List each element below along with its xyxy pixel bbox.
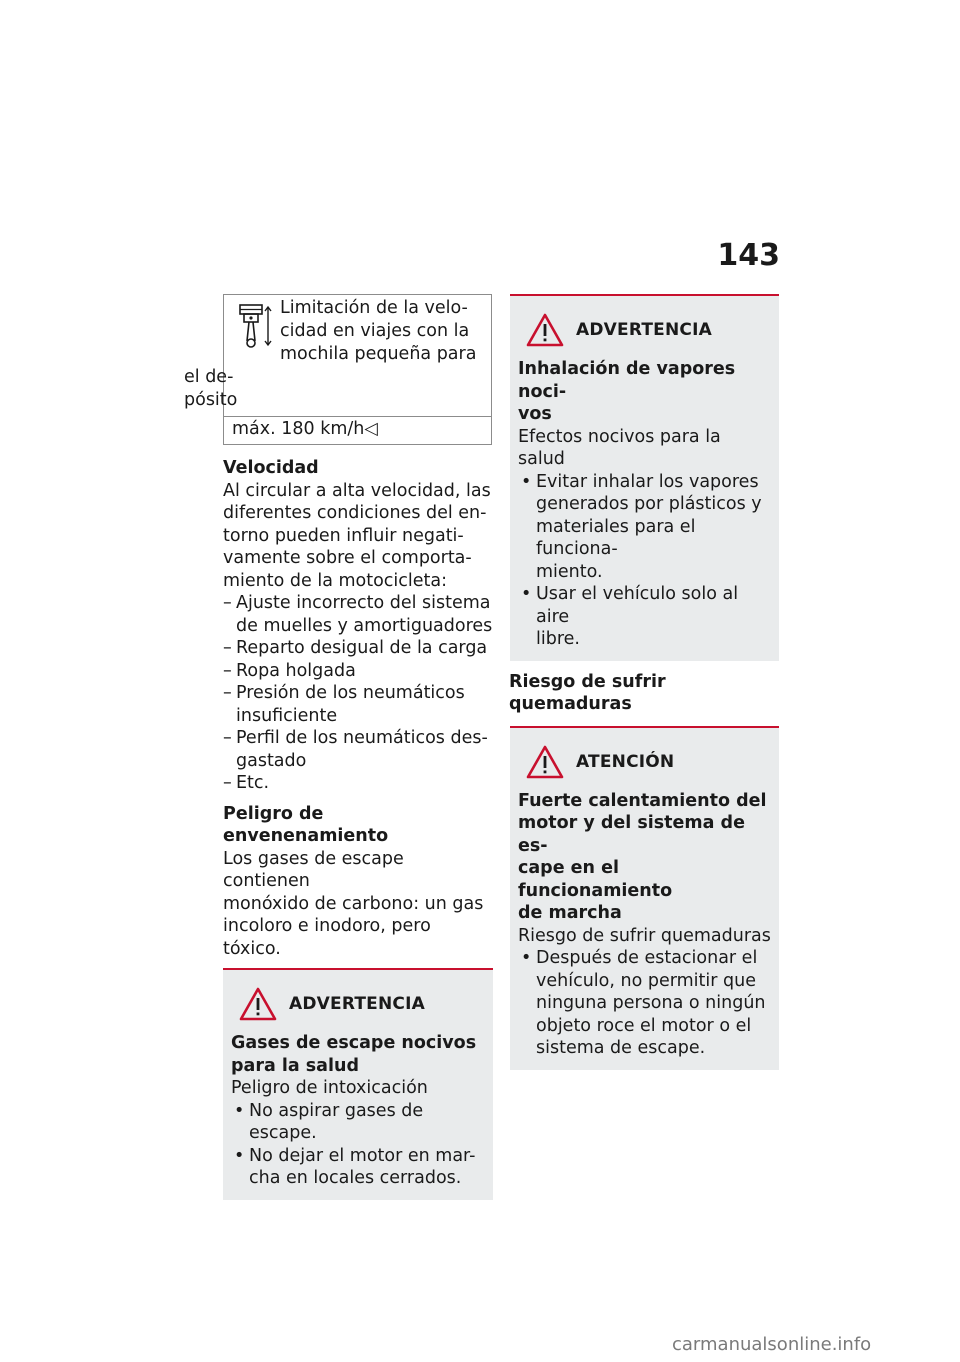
- text-line: gastado: [236, 750, 307, 771]
- dash-mark: –: [223, 638, 232, 658]
- text-line: incoloro e inodoro, pero tóxico.: [223, 916, 431, 959]
- text-line: Gases de escape nocivos: [231, 1033, 477, 1053]
- text-line: Perfil de los neumáticos des-: [236, 728, 488, 748]
- right-column: [510, 294, 779, 1070]
- caution-risk: Riesgo de sufrir quemaduras: [518, 925, 771, 946]
- warning-measures: [231, 1100, 485, 1190]
- warning-box-exhaust: [223, 968, 493, 1200]
- list-item: [518, 471, 771, 584]
- bullet-mark: •: [234, 1145, 245, 1166]
- spec-table: [184, 294, 492, 445]
- speed-heading: Velocidad: [223, 458, 319, 478]
- text-line: cape en el funcionamiento: [518, 858, 673, 901]
- caution-box-burns: [510, 726, 779, 1070]
- text-line: miento de la motocicleta:: [223, 570, 448, 591]
- caution-title-row: [518, 738, 771, 786]
- spec-label-line: Limitación de la velo-: [280, 298, 468, 318]
- warning-triangle-icon: [526, 745, 564, 779]
- text-line: cha en locales cerrados.: [249, 1168, 462, 1188]
- warning-measures: [518, 471, 771, 651]
- dash-mark: –: [223, 773, 232, 793]
- text-line: generados por plásticos y: [536, 494, 762, 514]
- text-line: Inhalación de vapores noci-: [518, 359, 736, 402]
- list-item: [223, 592, 493, 637]
- bullet-mark: •: [234, 1100, 245, 1121]
- caution-measures: [518, 947, 771, 1060]
- text-line: Después de estacionar el: [536, 948, 758, 968]
- text-line: Evitar inhalar los vapores: [536, 471, 759, 492]
- text-line: Fuerte calentamiento del: [518, 790, 767, 811]
- dash-mark: –: [223, 660, 232, 681]
- list-item: [518, 583, 771, 651]
- list-item: [518, 947, 771, 1060]
- warning-title: ADVERTENCIA: [289, 994, 425, 1014]
- spec-label-line: mochila pequeña para el de-: [184, 344, 477, 387]
- poison-text: [223, 848, 493, 961]
- list-item: [223, 637, 493, 660]
- warning-title-row: [231, 980, 485, 1028]
- text-line: Presión de los neumáticos: [236, 683, 465, 703]
- spec-value: máx. 180 km/h◁: [224, 416, 491, 444]
- text-line: vos: [518, 404, 552, 424]
- list-item: [223, 727, 493, 772]
- dash-mark: –: [223, 728, 232, 748]
- spec-label-line: cidad en viajes con la: [280, 321, 470, 341]
- warning-subject: [231, 1032, 485, 1077]
- bullet-mark: •: [521, 948, 532, 968]
- list-item: [223, 660, 493, 683]
- text-line: motor y del sistema de es-: [518, 813, 745, 856]
- bullet-mark: •: [521, 584, 532, 604]
- text-line: ninguna persona o ningún: [536, 993, 766, 1013]
- text-line: Etc.: [236, 773, 270, 793]
- text-line: Ajuste incorrecto del sistema: [236, 593, 491, 613]
- page-number: 143: [717, 238, 780, 273]
- text-line: vehículo, no permitir que: [536, 970, 756, 991]
- caution-title: ATENCIÓN: [576, 751, 675, 772]
- dash-mark: –: [223, 683, 232, 703]
- watermark: carmanualsonline.info: [672, 1334, 872, 1355]
- warning-risk: Efectos nocivos para la salud: [518, 426, 721, 469]
- warning-box-vapors: [510, 294, 779, 661]
- left-column: [184, 294, 493, 1200]
- text-line: Reparto desigual de la carga: [236, 638, 488, 658]
- text-line: materiales para el funciona-: [536, 516, 696, 559]
- text-line: Ropa holgada: [236, 660, 356, 681]
- text-line: monóxido de carbono: un gas: [223, 893, 484, 914]
- list-item: [231, 1145, 485, 1190]
- poison-heading: Peligro de envenenamiento: [223, 803, 389, 846]
- text-line: Usar el vehículo solo al aire: [536, 584, 739, 627]
- text-line: sistema de escape.: [536, 1038, 706, 1058]
- text-line: insuficiente: [236, 705, 338, 726]
- bullet-mark: •: [521, 471, 532, 492]
- list-item: [223, 772, 493, 795]
- text-line: Los gases de escape contienen: [223, 848, 404, 891]
- spec-label-line: pósito: [184, 390, 238, 410]
- text-line: objeto roce el motor o el: [536, 1015, 752, 1036]
- list-item: [223, 682, 493, 727]
- warning-title-row: [518, 306, 771, 354]
- warning-risk: Peligro de intoxicación: [231, 1078, 428, 1098]
- text-line: Al circular a alta velocidad, las: [223, 480, 491, 501]
- speed-intro: [223, 480, 493, 593]
- text-line: para la salud: [231, 1055, 359, 1076]
- text-line: torno pueden influir negati-: [223, 525, 464, 546]
- text-line: de muelles y amortiguadores: [236, 615, 493, 636]
- piston-gauge-icon: [238, 303, 272, 349]
- warning-title: ADVERTENCIA: [576, 320, 712, 340]
- text-line: vamente sobre el comporta-: [223, 548, 472, 568]
- warning-subject: [518, 358, 771, 426]
- dash-mark: –: [223, 593, 232, 613]
- text-line: diferentes condiciones del en-: [223, 503, 487, 523]
- text-line: libre.: [536, 629, 580, 649]
- caution-subject: [518, 790, 771, 925]
- burn-heading: Riesgo de sufrir quemaduras: [509, 671, 666, 714]
- text-line: No aspirar gases de escape.: [249, 1100, 424, 1143]
- text-line: miento.: [536, 561, 603, 582]
- warning-triangle-icon: [239, 987, 277, 1021]
- spec-label-cell: [184, 295, 491, 416]
- text-line: No dejar el motor en mar-: [249, 1145, 476, 1166]
- warning-triangle-icon: [526, 313, 564, 347]
- speed-factor-list: [223, 592, 493, 795]
- list-item: [231, 1100, 485, 1145]
- text-line: de marcha: [518, 903, 622, 923]
